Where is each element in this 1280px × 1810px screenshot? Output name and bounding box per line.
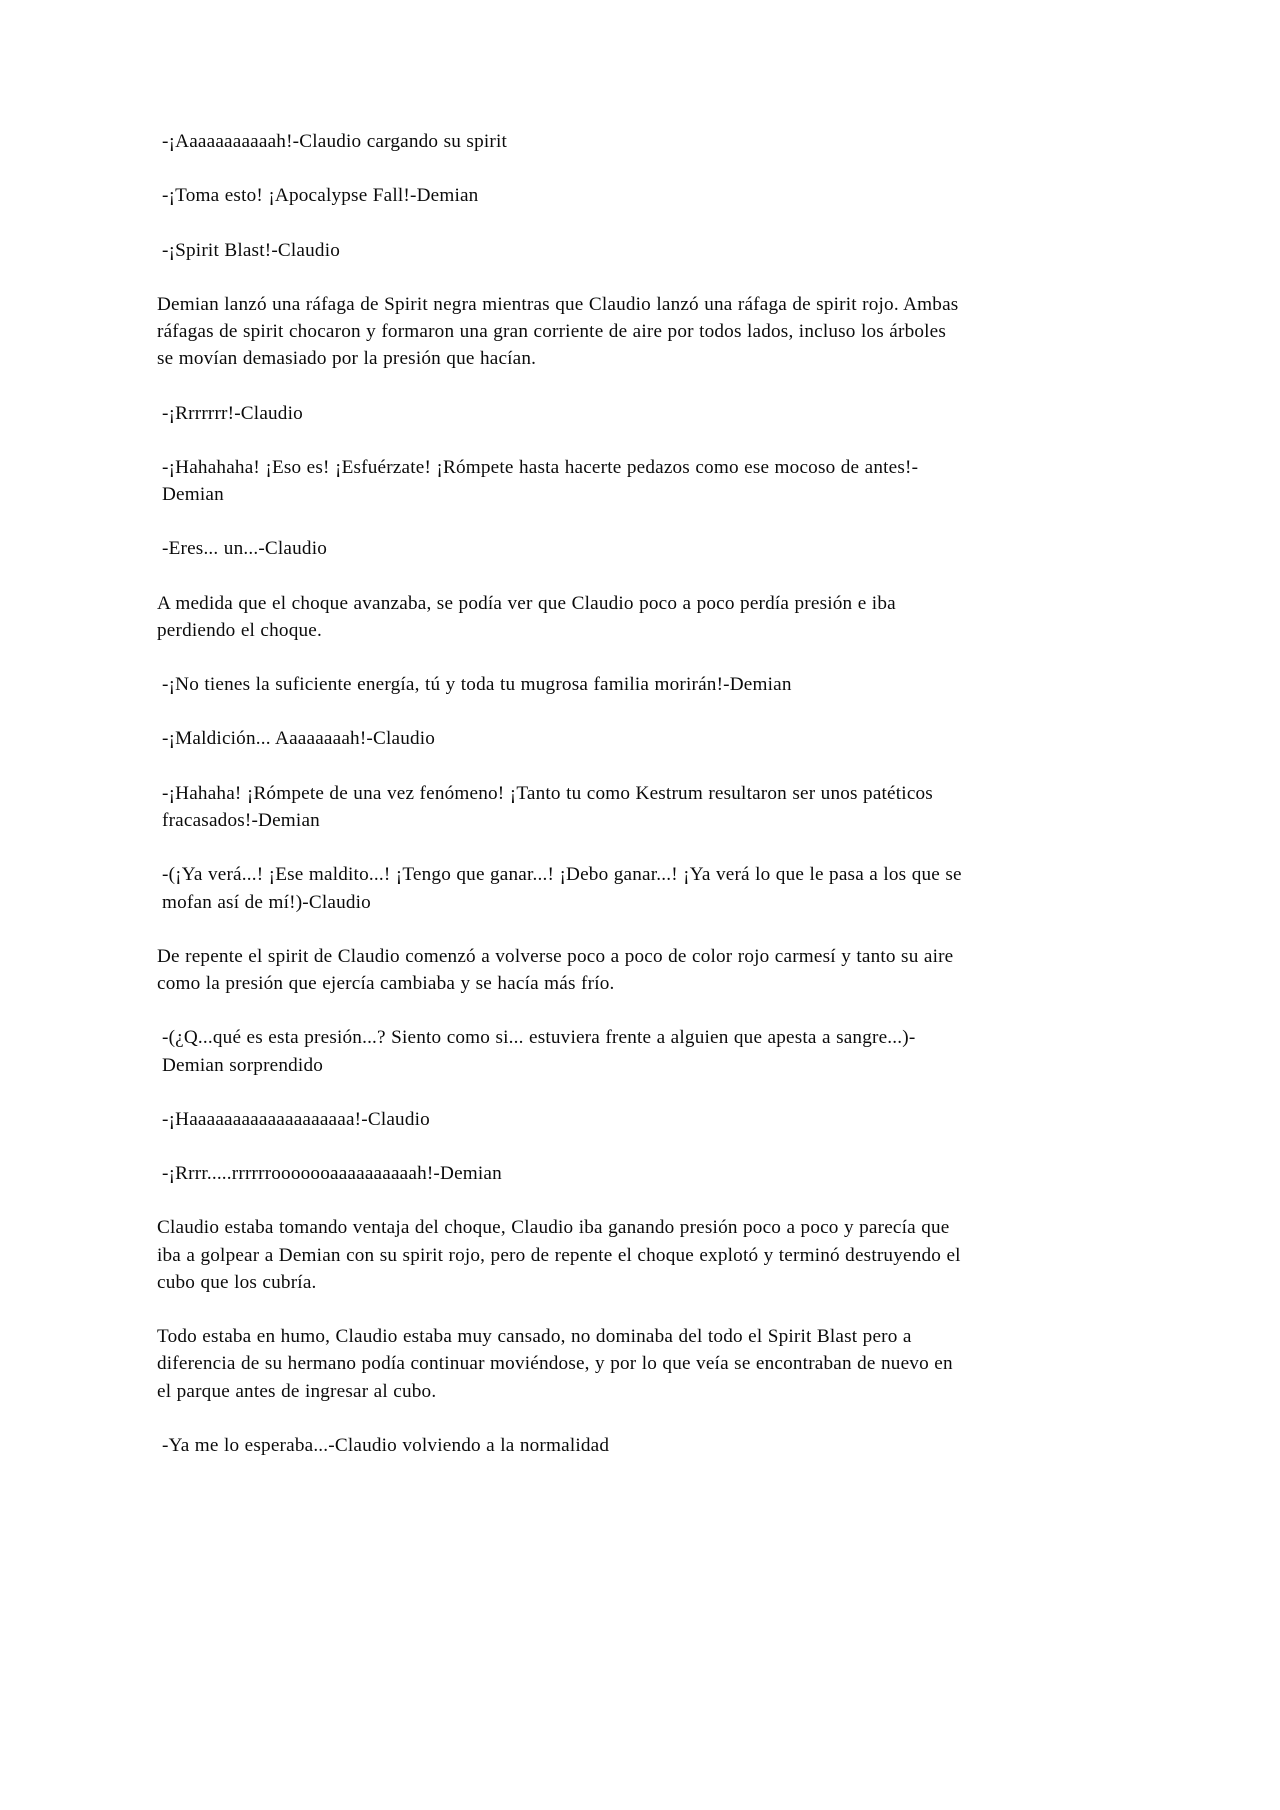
paragraph: A medida que el choque avanzaba, se podía ver que Claudio poco a poco perdía presión e iba perdiendo el choque. bbox=[157, 592, 896, 641]
paragraph: -(¡Ya verá...! ¡Ese maldito...! ¡Tengo que ganar...! ¡Debo ganar...! ¡Ya verá lo que le pasa a los que se mofan así de mí!)-Claudio bbox=[162, 864, 962, 913]
paragraph: -(¿Q...qué es esta presión...? Siento como si... estuviera frente a alguien que apesta a sangre...)-Demian sorprendido bbox=[162, 1027, 916, 1076]
paragraph: -¡Spirit Blast!-Claudio bbox=[162, 239, 341, 261]
paragraph: -¡Toma esto! ¡Apocalypse Fall!-Demian bbox=[162, 185, 479, 207]
paragraph: Todo estaba en humo, Claudio estaba muy cansado, no dominaba del todo el Spirit Blast pero a diferencia de su hermano podía continuar moviéndose, y por lo que veía se encontraban de nuevo en el parque antes de ingresar al cubo. bbox=[157, 1326, 953, 1402]
paragraph: Claudio estaba tomando ventaja del choque, Claudio iba ganando presión poco a poco y parecía que iba a golpear a Demian con su spirit rojo, pero de repente el choque explotó y terminó destruyendo el cubo que los cubría. bbox=[157, 1217, 961, 1293]
paragraph: -¡Hahahaha! ¡Eso es! ¡Esfuérzate! ¡Rómpete hasta hacerte pedazos como ese mocoso de antes!-Demian bbox=[162, 456, 919, 506]
paragraph: -¡Maldición... Aaaaaaaah!-Claudio bbox=[162, 728, 436, 750]
paragraph: Demian lanzó una ráfaga de Spirit negra mientras que Claudio lanzó una ráfaga de spirit rojo. Ambas ráfagas de spirit chocaron y formaron una gran corriente de aire por todos lados, incluso los árboles se movían demasiado por la presión que hacían. bbox=[157, 293, 959, 370]
paragraph: -¡Haaaaaaaaaaaaaaaaaaa!-Claudio bbox=[162, 1108, 430, 1130]
paragraph: De repente el spirit de Claudio comenzó a volverse poco a poco de color rojo carmesí y tanto su aire como la presión que ejercía cambiaba y se hacía más frío. bbox=[157, 945, 954, 995]
paragraph: -Eres... un...-Claudio bbox=[162, 538, 328, 560]
paragraph: -¡No tienes la suficiente energía, tú y toda tu mugrosa familia morirán!-Demian bbox=[162, 674, 792, 696]
paragraph: -¡Aaaaaaaaaaah!-Claudio cargando su spirit bbox=[162, 131, 508, 152]
paragraph: -¡Hahaha! ¡Rómpete de una vez fenómeno! ¡Tanto tu como Kestrum resultaron ser unos patéticos fracasados!-Demian bbox=[162, 782, 933, 831]
paragraph: -Ya me lo esperaba...-Claudio volviendo a la normalidad bbox=[162, 1434, 610, 1456]
paragraph: -¡Rrrrrrr!-Claudio bbox=[162, 402, 303, 424]
paragraph: -¡Rrrr.....rrrrrrooooooaaaaaaaaaah!-Demian bbox=[162, 1163, 502, 1185]
document-text-body bbox=[157, 128, 962, 1459]
